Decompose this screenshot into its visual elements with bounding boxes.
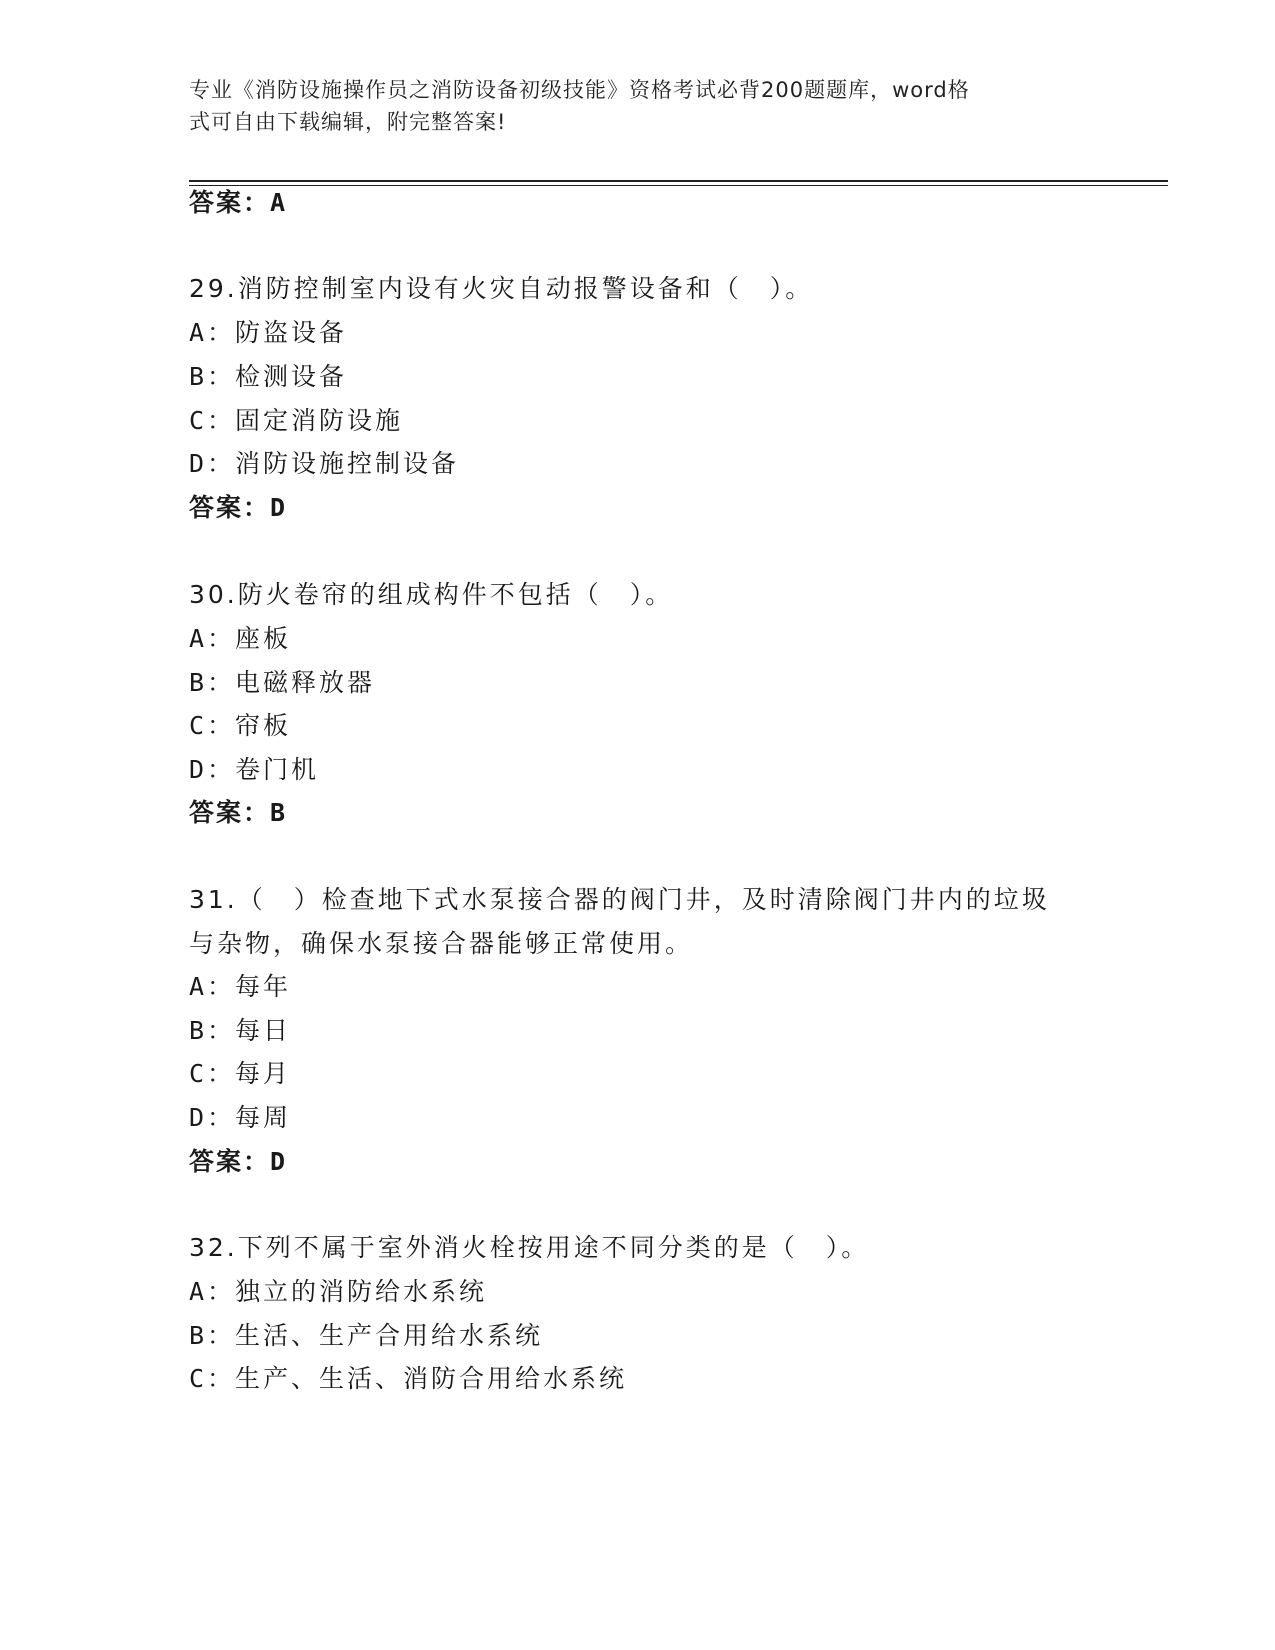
header-divider-thick	[189, 180, 1168, 182]
option-c: C：每月	[189, 1059, 292, 1088]
answer-line: 答案：A	[189, 188, 288, 217]
header-line-2: 式可自由下载编辑，附完整答案!	[189, 110, 507, 134]
option-b: B：电磁释放器	[189, 668, 376, 697]
option-a: A：防盗设备	[189, 318, 348, 347]
header-line-1: 专业《消防设施操作员之消防设备初级技能》资格考试必背200题题库，word格	[189, 78, 970, 102]
header-divider-thin	[189, 185, 1168, 186]
question-stem-line-1: 31.（ ）检查地下式水泵接合器的阀门井，及时清除阀门井内的垃圾	[189, 885, 1050, 914]
option-a: A：每年	[189, 972, 292, 1001]
document-header	[189, 74, 1069, 138]
option-b: B：检测设备	[189, 362, 348, 391]
option-b: B：每日	[189, 1016, 292, 1045]
option-d: D：卷门机	[189, 755, 320, 784]
option-a: A：座板	[189, 624, 292, 653]
answer-line: 答案：B	[189, 798, 288, 827]
option-c: C：帘板	[189, 711, 292, 740]
question-stem: 30.防火卷帘的组成构件不包括（ ）。	[189, 580, 674, 609]
option-d: D：每周	[189, 1103, 292, 1132]
answer-line: 答案：D	[189, 1147, 288, 1176]
question-stem-line-2: 与杂物，确保水泵接合器能够正常使用。	[189, 929, 694, 958]
question-stem: 32.下列不属于室外消火栓按用途不同分类的是（ ）。	[189, 1233, 870, 1262]
answer-line: 答案：D	[189, 493, 288, 522]
option-a: A：独立的消防给水系统	[189, 1277, 488, 1306]
option-c: C：生产、生活、消防合用给水系统	[189, 1364, 628, 1393]
option-b: B：生活、生产合用给水系统	[189, 1321, 544, 1350]
question-stem: 29.消防控制室内设有火灾自动报警设备和（ ）。	[189, 274, 814, 303]
option-d: D：消防设施控制设备	[189, 449, 460, 478]
option-c: C：固定消防设施	[189, 406, 404, 435]
